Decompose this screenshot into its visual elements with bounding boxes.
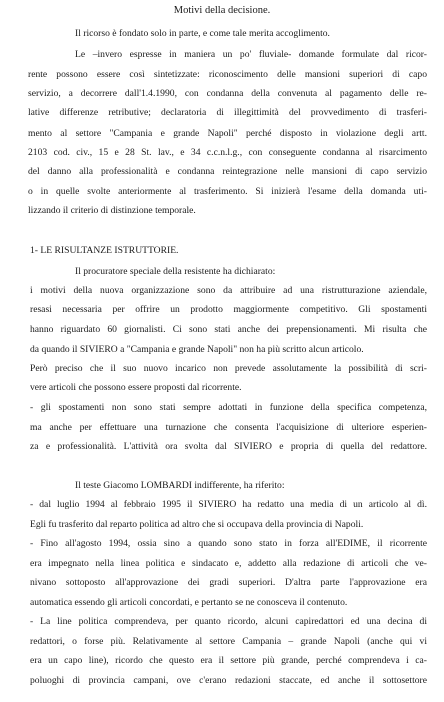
document-heading: Motivi della decisione.	[173, 5, 271, 16]
text-line: 1- LE RISULTANZE ISTRUTTORIE.	[30, 245, 179, 256]
text-line: Il teste Giacomo LOMBARDI indifferente, ha riferito:	[75, 480, 285, 491]
text-line: era un capo line), ricordo che questo era il settore più grande, perché comprendeva i ca-	[30, 655, 427, 666]
text-line: - Fino all'agosto 1994, ossia sino a quando sono stato in forza all'EDIME, il ricorrente	[30, 538, 427, 549]
text-line: rente possono essere così sintetizzate: riconoscimento delle mansioni superiori di capo	[28, 69, 427, 80]
text-line: lizzando il criterio di distinzione temporale.	[28, 205, 196, 216]
text-line: Il procuratore speciale della resistente ha dichiarato:	[75, 266, 276, 277]
text-line: poluoghi di provincia campani, ove c'erano redazioni staccate, ed anche il sottosettore	[30, 675, 427, 686]
text-line: - gli spostamenti non sono stati sempre adottati in funzione della specifica competenza,	[30, 402, 427, 413]
text-line: era impegnato nella linea politica e sindacato e, addetto alla redazione di articoli che ve-	[30, 558, 427, 569]
text-line: resasi necessaria per offrire un prodotto maggiormente competitivo. Gli spostamenti	[30, 304, 427, 315]
text-line: Egli fu trasferito dal reparto politica ad altro che si occupava della provincia di Napoli.	[30, 519, 364, 530]
text-line: o in quelle svolte anteriormente al trasferimento. Si inizierà l'esame della domanda uti-	[28, 186, 427, 197]
text-line: automatica essendo gli articoli concordati, e pertanto se ne conosceva il contenuto.	[30, 597, 348, 608]
text-line: hanno riguardato 60 giornalisti. Ci sono stati anche dei prepensionamenti. Mi risulta che	[30, 324, 427, 335]
text-line: mento al settore "Campania e grande Napoli" perché disposto in violazione degli artt.	[28, 128, 427, 139]
text-line: nivano sottoposto all'approvazione dei gradi superiori. D'altra parte l'approvazione era	[30, 577, 427, 588]
text-line: da quando il SIVIERO a "Campania e grande Napoli" non ha più scritto alcun articolo.	[30, 344, 364, 355]
text-line: i motivi della nuova organizzazione sono da attribuire ad una ristrutturazione aziendale,	[30, 285, 427, 296]
text-line: ma anche per effettuare una turnazione che consenta l'acquisizione di ulteriore esperien-	[30, 422, 427, 433]
text-line: vere articoli che possono essere proposti dal ricorrente.	[30, 382, 242, 393]
text-line: Però preciso che il suo nuovo incarico non prevede assolutamente la possibilità di scri-	[30, 363, 427, 374]
text-line: - dal luglio 1994 al febbraio 1995 il SIVIERO ha redatto una media di un articolo al dì.	[30, 499, 427, 510]
text-line: Le –invero espresse in maniera un po' fluviale- domande formulate dal ricor-	[75, 49, 427, 60]
text-line: 2103 cod. civ., 15 e 28 St. lav., e 34 c.c.n.l.g., con conseguente condanna al risarcimento	[28, 147, 427, 158]
text-line: Il ricorso è fondato solo in parte, e come tale merita accoglimento.	[75, 28, 330, 39]
text-line: servizio, a decorrere dall'1.4.1990, con condanna della convenuta al pagamento delle re-	[28, 88, 427, 99]
text-line: del danno alla professionalità e condanna reintegrazione nelle mansioni di capo servizio	[28, 166, 427, 177]
text-line: - La line politica comprendeva, per quanto ricordo, alcuni capiredattori ed una decina di	[30, 616, 427, 627]
text-line: lative differenze retributive; declaratoria di illegittimità del provvedimento di trasferi-	[28, 107, 427, 118]
text-line: za e professionalità. L'attività ora svolta dal SIVIERO e propria di quella del redattore.	[30, 441, 427, 452]
text-line: redattori, o forse più. Relativamente al settore Campania – grande Napoli (anche qui vi	[30, 636, 427, 647]
